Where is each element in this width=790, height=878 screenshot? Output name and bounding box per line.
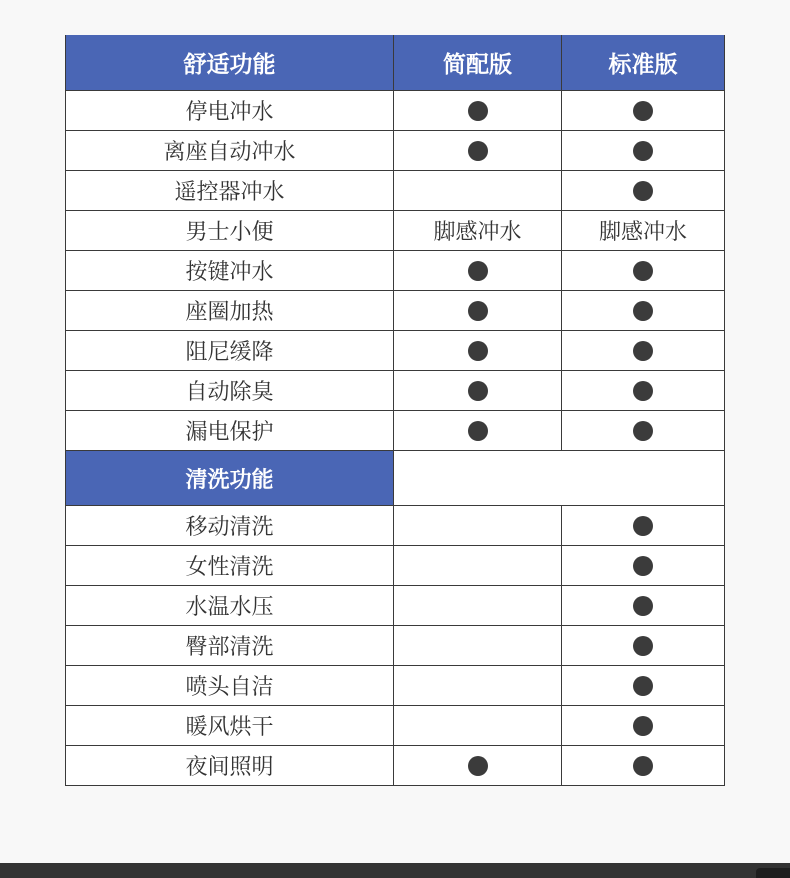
feature-name: 离座自动冲水 (66, 131, 394, 170)
table-row (66, 545, 724, 585)
basic-version-cell (394, 666, 562, 705)
table-row (66, 210, 724, 250)
feature-name: 暖风烘干 (66, 706, 394, 745)
feature-name: 夜间照明 (66, 746, 394, 785)
header-comfort-features: 舒适功能 (66, 35, 394, 90)
filled-circle-icon (468, 261, 488, 281)
bottom-corner-tab (756, 868, 790, 878)
filled-circle-icon (633, 516, 653, 536)
basic-version-cell (394, 411, 562, 450)
feature-name: 男士小便 (66, 211, 394, 250)
feature-name: 移动清洗 (66, 506, 394, 545)
feature-name: 自动除臭 (66, 371, 394, 410)
feature-name: 女性清洗 (66, 546, 394, 585)
filled-circle-icon (633, 381, 653, 401)
feature-name: 遥控器冲水 (66, 171, 394, 210)
table-row (66, 505, 724, 545)
feature-name: 臀部清洗 (66, 626, 394, 665)
filled-circle-icon (468, 381, 488, 401)
feature-comparison-table (65, 35, 725, 786)
filled-circle-icon (633, 421, 653, 441)
table-row (66, 170, 724, 210)
standard-version-cell (562, 91, 724, 130)
basic-version-cell (394, 171, 562, 210)
section-header-cleaning (66, 450, 724, 505)
table-row (66, 290, 724, 330)
filled-circle-icon (633, 101, 653, 121)
table-row (66, 90, 724, 130)
feature-name: 阻尼缓降 (66, 331, 394, 370)
standard-version-cell (562, 626, 724, 665)
basic-version-cell (394, 626, 562, 665)
filled-circle-icon (468, 141, 488, 161)
standard-version-cell (562, 706, 724, 745)
basic-version-cell (394, 546, 562, 585)
table-row (66, 625, 724, 665)
basic-version-cell: 脚感冲水 (394, 211, 562, 250)
feature-name: 喷头自洁 (66, 666, 394, 705)
standard-version-cell (562, 666, 724, 705)
standard-version-cell (562, 746, 724, 785)
header-standard-version: 标准版 (562, 35, 724, 90)
filled-circle-icon (633, 556, 653, 576)
table-row (66, 585, 724, 625)
table-header-row (66, 35, 724, 90)
basic-version-cell (394, 506, 562, 545)
basic-version-cell (394, 706, 562, 745)
standard-version-cell (562, 546, 724, 585)
feature-name: 水温水压 (66, 586, 394, 625)
table-row (66, 330, 724, 370)
filled-circle-icon (633, 181, 653, 201)
section-title-cleaning: 清洗功能 (66, 451, 394, 505)
filled-circle-icon (468, 756, 488, 776)
standard-version-cell (562, 371, 724, 410)
table-row (66, 705, 724, 745)
filled-circle-icon (468, 341, 488, 361)
filled-circle-icon (633, 596, 653, 616)
standard-version-cell (562, 411, 724, 450)
table-row (66, 410, 724, 450)
filled-circle-icon (633, 636, 653, 656)
cleaning-features-body (66, 505, 724, 785)
filled-circle-icon (633, 716, 653, 736)
basic-version-cell (394, 291, 562, 330)
comfort-features-body (66, 90, 724, 450)
filled-circle-icon (633, 756, 653, 776)
standard-version-cell: 脚感冲水 (598, 220, 687, 245)
table-row (66, 665, 724, 705)
header-basic-version: 简配版 (394, 35, 562, 90)
filled-circle-icon (633, 141, 653, 161)
feature-name: 停电冲水 (66, 91, 394, 130)
table-row (66, 745, 724, 785)
standard-version-cell (562, 586, 724, 625)
filled-circle-icon (633, 676, 653, 696)
standard-version-cell (562, 331, 724, 370)
filled-circle-icon (633, 301, 653, 321)
section-blank-merged-cell (394, 451, 724, 505)
standard-version-cell (562, 506, 724, 545)
standard-version-cell (562, 171, 724, 210)
basic-version-cell (394, 371, 562, 410)
feature-name: 漏电保护 (66, 411, 394, 450)
standard-version-cell (562, 251, 724, 290)
basic-version-cell (394, 586, 562, 625)
feature-name: 按键冲水 (66, 251, 394, 290)
table-row (66, 370, 724, 410)
table-row (66, 250, 724, 290)
standard-version-cell (562, 131, 724, 170)
bottom-bar (0, 863, 790, 878)
basic-version-cell (394, 91, 562, 130)
table-row (66, 130, 724, 170)
filled-circle-icon (468, 101, 488, 121)
filled-circle-icon (468, 301, 488, 321)
filled-circle-icon (468, 421, 488, 441)
basic-version-cell (394, 251, 562, 290)
standard-version-cell (562, 291, 724, 330)
feature-name: 座圈加热 (66, 291, 394, 330)
filled-circle-icon (633, 261, 653, 281)
basic-version-cell (394, 746, 562, 785)
basic-version-cell (394, 131, 562, 170)
basic-version-cell (394, 331, 562, 370)
filled-circle-icon (633, 341, 653, 361)
